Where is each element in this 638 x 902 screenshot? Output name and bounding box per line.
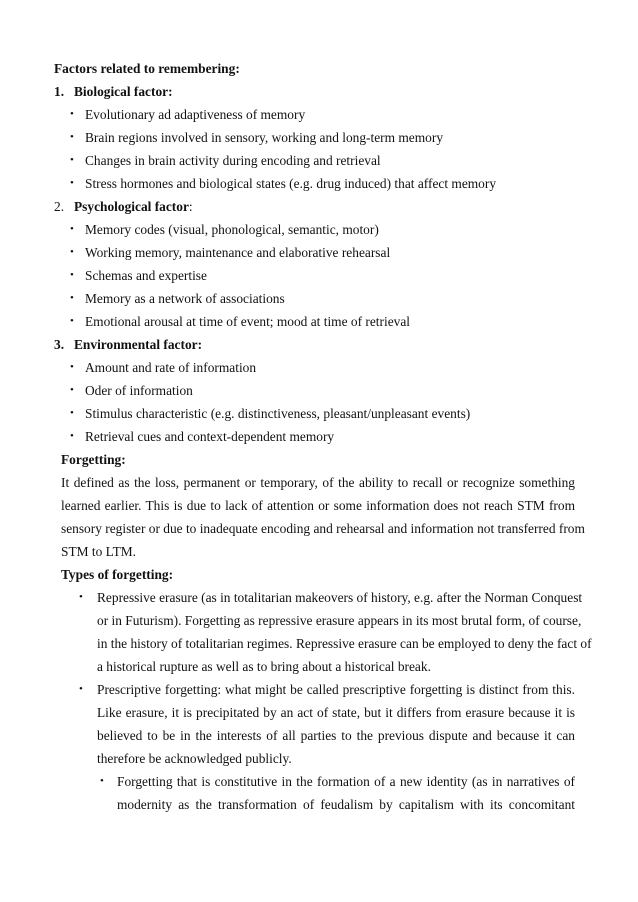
constitutive-line-1: Forgetting that is constitutive in the formation of a new identity (as in narratives of — [117, 774, 575, 789]
factor-3-item-2: Oder of information — [85, 383, 193, 398]
factor-2-item-1: Memory codes (visual, phonological, semantic, motor) — [85, 222, 379, 237]
forgetting-line-1: It defined as the loss, permanent or temporary, of the ability to recall or recognize something — [61, 475, 575, 490]
forgetting-line-2: learned earlier. This is due to lack of attention or some information does not reach STM from — [61, 498, 575, 513]
types-heading: Types of forgetting: — [61, 567, 174, 582]
factor-1-item-1: Evolutionary ad adaptiveness of memory — [85, 107, 306, 122]
factor-3-item-4: Retrieval cues and context-dependent memory — [85, 429, 335, 444]
factor-2-item-5: Emotional arousal at time of event; mood at time of retrieval — [85, 314, 410, 329]
bullet-icon: • — [70, 407, 74, 419]
bullet-icon: • — [70, 430, 74, 442]
factor-3-title: Environmental factor: — [74, 337, 203, 352]
repressive-line-4: a historical rupture as well as to bring about a historical break. — [97, 659, 431, 674]
section-title: Factors related to remembering: — [54, 61, 240, 76]
factor-3-number: 3. — [54, 337, 65, 352]
factor-1-item-2: Brain regions involved in sensory, working and long-term memory — [85, 130, 444, 145]
bullet-icon: • — [70, 292, 74, 304]
bullet-icon: • — [70, 269, 74, 281]
bullet-icon: • — [100, 775, 104, 787]
constitutive-line-2: modernity as the transformation of feudalism by capitalism with its concomitant — [117, 797, 575, 812]
bullet-icon: • — [70, 131, 74, 143]
prescriptive-line-3: believed to be in the interests of all parties to the previous dispute and because it can — [97, 728, 575, 743]
factor-2-number: 2. — [54, 199, 65, 214]
factor-1-title: Biological factor: — [74, 84, 173, 99]
bullet-icon: • — [70, 177, 74, 189]
repressive-line-1: Repressive erasure (as in totalitarian makeovers of history, e.g. after the Norman Conquest — [97, 590, 583, 605]
factor-2-title: Psychological factor — [74, 199, 189, 214]
bullet-icon: • — [70, 154, 74, 166]
bullet-icon: • — [70, 361, 74, 373]
factor-1-item-3: Changes in brain activity during encoding and retrieval — [85, 153, 381, 168]
prescriptive-line-1: Prescriptive forgetting: what might be called prescriptive forgetting is distinct from this. — [97, 682, 575, 697]
bullet-icon: • — [70, 108, 74, 120]
factor-2-title-colon: : — [188, 199, 193, 214]
repressive-line-2: or in Futurism). Forgetting as repressive erasure appears in its most brutal form, of course, — [97, 613, 582, 628]
factor-2-heading — [74, 198, 193, 215]
factor-2-item-2: Working memory, maintenance and elaborative rehearsal — [85, 245, 391, 260]
factor-1-item-4: Stress hormones and biological states (e.g. drug induced) that affect memory — [85, 176, 497, 191]
bullet-icon: • — [70, 315, 74, 327]
factor-2-item-3: Schemas and expertise — [85, 268, 207, 283]
bullet-icon: • — [79, 591, 83, 603]
repressive-line-3: in the history of totalitarian regimes. Repressive erasure can be employed to deny the fact of — [97, 636, 592, 651]
factor-3-item-1: Amount and rate of information — [85, 360, 257, 375]
bullet-icon: • — [70, 246, 74, 258]
bullet-icon: • — [70, 384, 74, 396]
prescriptive-line-4: therefore be acknowledged publicly. — [97, 751, 292, 766]
factor-2-item-4: Memory as a network of associations — [85, 291, 285, 306]
forgetting-line-4: STM to LTM. — [61, 544, 137, 559]
bullet-icon: • — [70, 223, 74, 235]
factor-3-item-3: Stimulus characteristic (e.g. distinctiveness, pleasant/unpleasant events) — [85, 406, 471, 421]
bullet-icon: • — [79, 683, 83, 695]
forgetting-heading: Forgetting: — [61, 452, 126, 467]
forgetting-line-3: sensory register or due to inadequate encoding and rehearsal and information not transferred from — [61, 521, 585, 536]
prescriptive-line-2: Like erasure, it is precipitated by an act of state, but it differs from erasure because it is — [97, 705, 575, 720]
factor-1-number: 1. — [54, 84, 65, 99]
